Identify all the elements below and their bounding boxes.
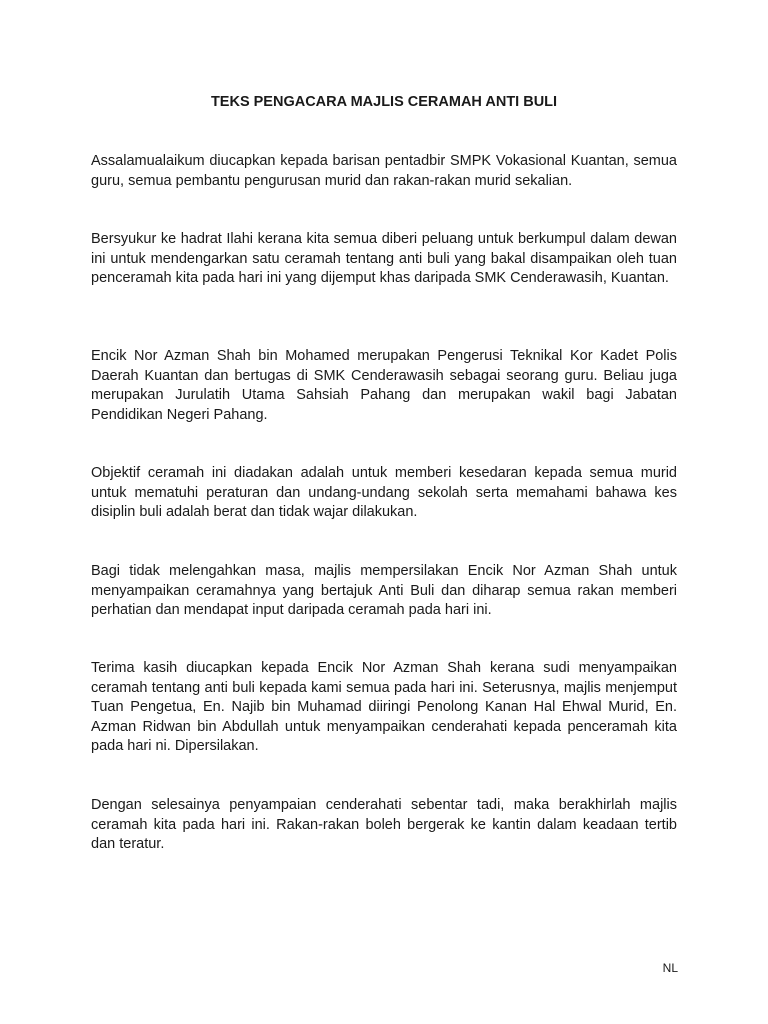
paragraph-thanks: Terima kasih diucapkan kepada Encik Nor Azman Shah kerana sudi menyampaikan ceramah tentang anti buli kepada kami semua pada hari ini. Seterusnya, majlis menjemput Tuan Pengetua, En. Najib bin Muhamad diiringi Penolong Kanan Hal Ehwal Murid, En. Azman Ridwan bin Abdullah untuk menyampaikan cenderahati kepada penceramah kita pada hari ni. Dipersilakan. (91, 660, 677, 754)
paragraph-speaker-intro: Encik Nor Azman Shah bin Mohamed merupakan Pengerusi Teknikal Kor Kadet Polis Daerah Kuantan dan bertugas di SMK Cenderawasih sebagai seorang guru. Beliau juga merupakan Jurulatih Utama Sahsiah Pahang dan merupakan wakil bagi Jabatan Pendidikan Negeri Pahang. (91, 348, 677, 423)
document-title: TEKS PENGACARA MAJLIS CERAMAH ANTI BULI (210, 94, 558, 110)
paragraph-greeting: Assalamualaikum diucapkan kepada barisan pentadbir SMPK Vokasional Kuantan, semua guru, semua pembantu pengurusan murid dan rakan-rakan murid sekalian. (91, 153, 677, 189)
paragraph-closing: Dengan selesainya penyampaian cenderahati sebentar tadi, maka berakhirlah majlis ceramah kita pada hari ini. Rakan-rakan boleh bergerak ke kantin dalam keadaan tertib dan teratur. (91, 797, 677, 852)
paragraph-gratitude: Bersyukur ke hadrat Ilahi kerana kita semua diberi peluang untuk berkumpul dalam dewan ini untuk mendengarkan satu ceramah tentang anti buli yang bakal disampaikan oleh tuan penceramah kita pada hari ini yang dijemput khas daripada SMK Cenderawasih, Kuantan. (91, 231, 677, 286)
paragraph-invitation: Bagi tidak melengahkan masa, majlis mempersilakan Encik Nor Azman Shah untuk menyampaikan ceramahnya yang bertajuk Anti Buli dan diharap semua rakan memberi perhatian dan mendapat input daripada ceramah pada hari ini. (91, 563, 677, 618)
page-footer-initials: NL (662, 961, 678, 975)
paragraph-objective: Objektif ceramah ini diadakan adalah untuk memberi kesedaran kepada semua murid untuk mematuhi peraturan dan undang-undang sekolah serta memahami bahawa kes disiplin buli adalah berat dan tidak wajar dilakukan. (91, 465, 677, 520)
